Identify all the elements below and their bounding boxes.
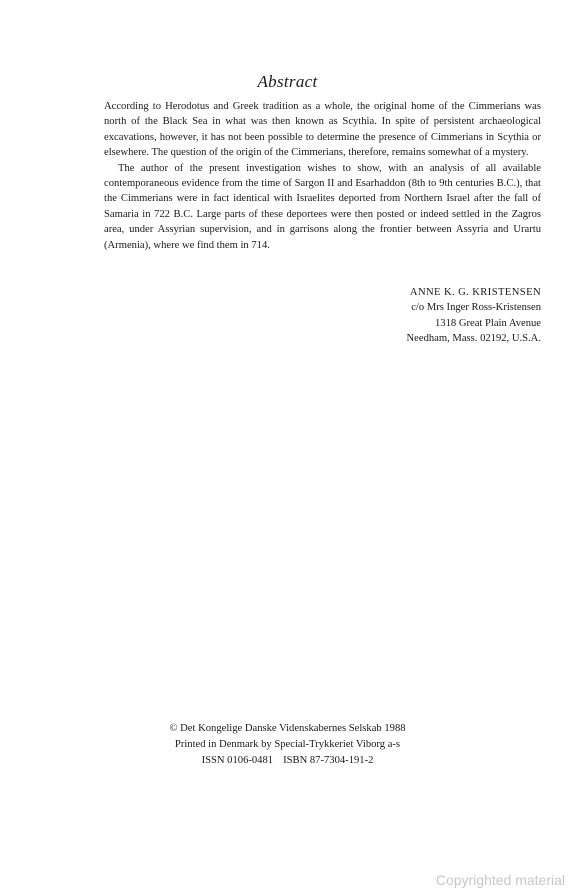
isbn-text: ISBN 87-7304-191-2 (283, 755, 374, 766)
issn-isbn-line (0, 753, 575, 769)
author-street: 1318 Great Plain Avenue (434, 317, 541, 329)
abstract-paragraph-2: The author of the present investigation wishes to show, with an analysis of all available contemporaneous evidence from the time of Sargon II and Esarhaddon (8th to 9th centuries B.C.), that the Cimmerians were in fact identical with Israelites deported from Northern Israel after the fall of Samaria in 722 B.C. Large parts of these deportees were then posted or indeed settled in the Zagros area, under Assyrian supervision, and in garrisons along the frontier between Assyria and Urartu (Armenia), where we find them in 714. (104, 162, 541, 251)
copyright-watermark: Copyrighted material (435, 872, 565, 888)
abstract-body (104, 99, 541, 253)
abstract-heading: Abstract (257, 72, 318, 91)
printer-line: Printed in Denmark by Special-Trykkeriet Viborg a-s (174, 739, 401, 750)
author-city: Needham, Mass. 02192, U.S.A. (406, 333, 541, 345)
abstract-paragraph-1: According to Herodotus and Greek tradition as a whole, the original home of the Cimmerians was north of the Black Sea in what was then known as Scythia. In spite of persistent archaeological excavations, however, it has not been possible to determine the presence of Cimmerians in Scythia or elsewhere. The question of the origin of the Cimmerians, therefore, remains somewhat of a mystery. (104, 101, 541, 159)
author-name: ANNE K. G. KRISTENSEN (409, 287, 541, 298)
author-address-block (241, 285, 541, 347)
copyright-line: © Det Kongelige Danske Videnskabernes Selskab 1988 (169, 723, 406, 734)
issn-text: ISSN 0106-0481 (201, 755, 274, 766)
colophon (0, 721, 575, 769)
author-care-of: c/o Mrs Inger Ross-Kristensen (411, 302, 541, 314)
